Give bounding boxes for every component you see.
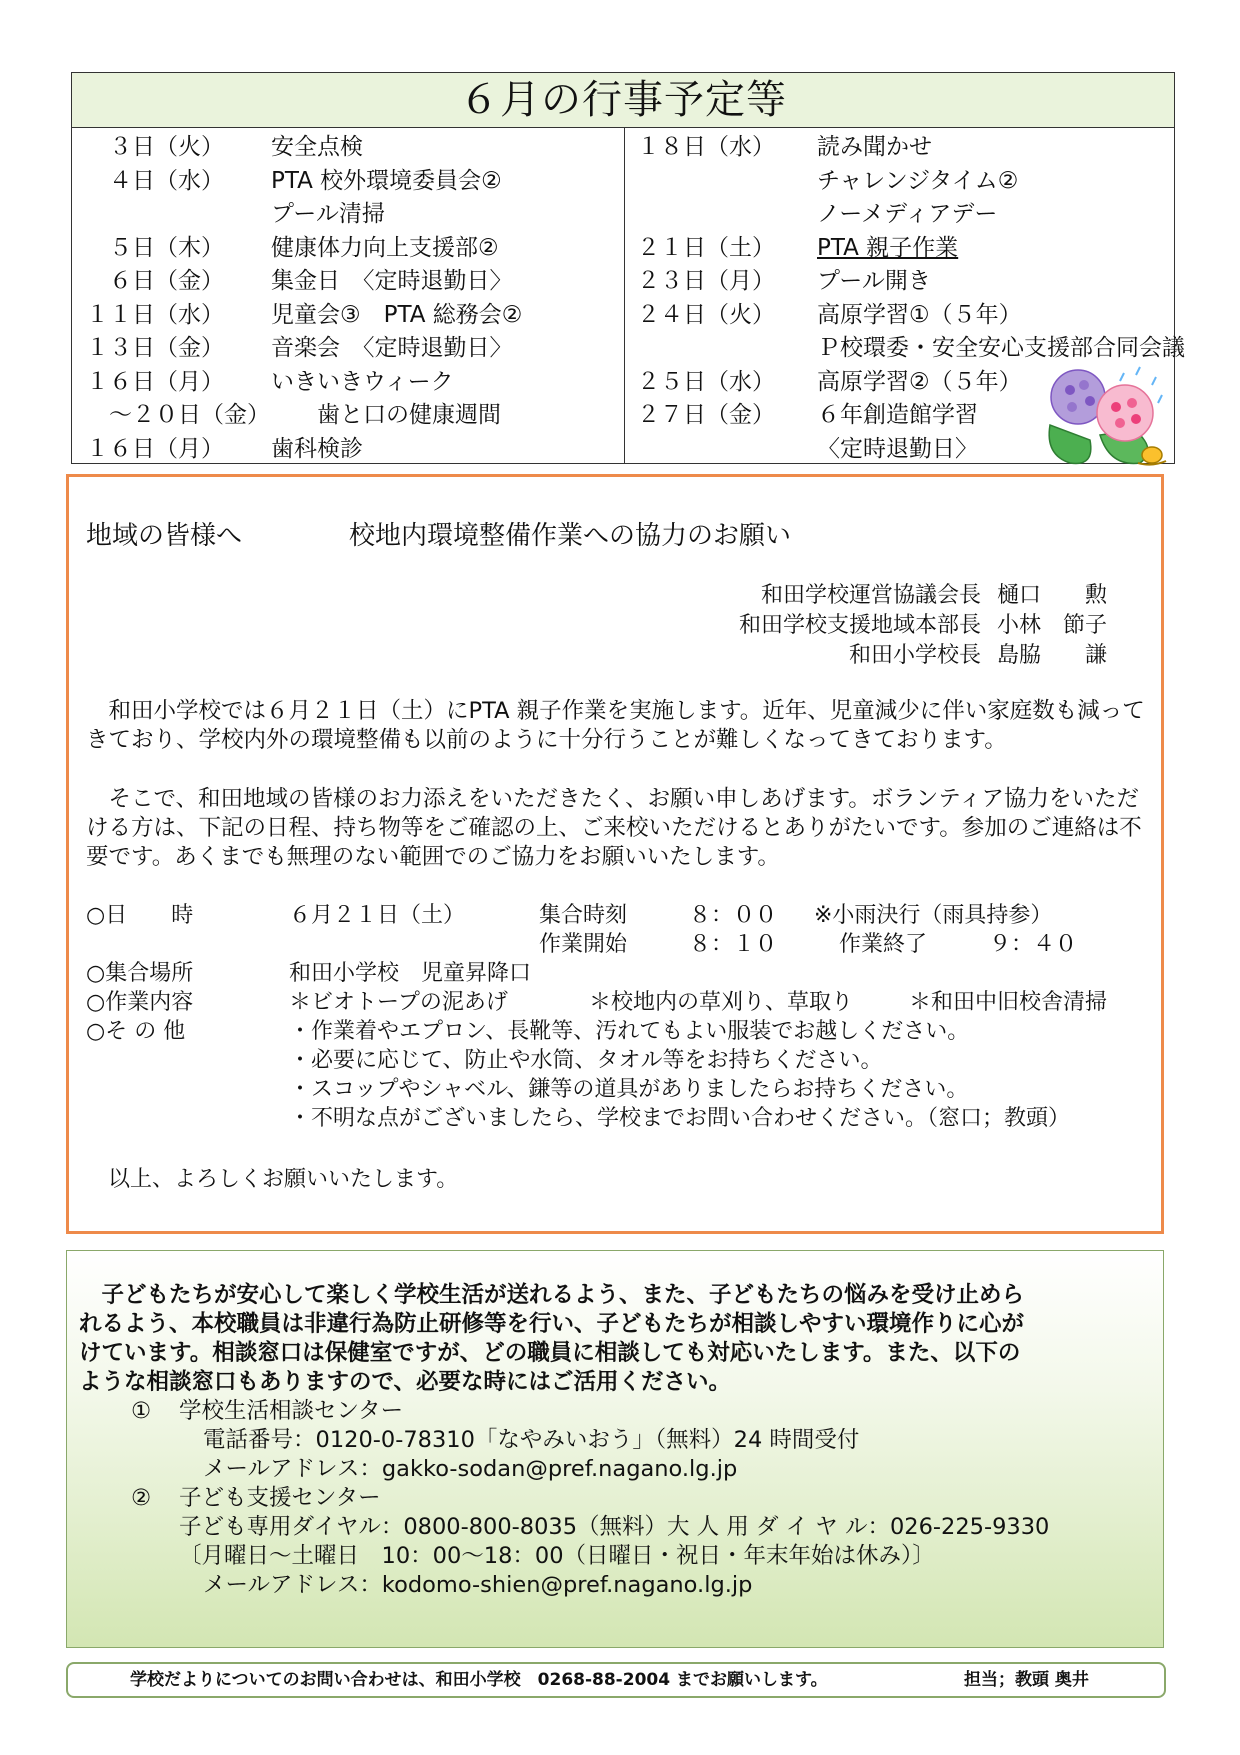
other-label: ○そ の 他 (86, 1019, 186, 1044)
event-date: ６月２１日（土） (289, 903, 466, 928)
gather-label: 集合時刻 (539, 903, 628, 928)
schedule-event: 健康体力向上支援部② (271, 234, 499, 261)
other-item: ・スコップやシャベル、鎌等の道具がありましたらお持ちください。 (289, 1077, 969, 1102)
center1-name: 学校生活相談センター (179, 1398, 404, 1424)
notice-closing: 以上、よろしくお願いいたします。 (86, 1167, 459, 1192)
schedule-event: いきいきウィーク (271, 368, 454, 395)
schedule-event: プール開き (817, 268, 931, 294)
end-time: ９：４０ (989, 932, 1078, 957)
schedule-event: Ｐ校環委・安全安心支援部合同会議 (817, 335, 1185, 361)
center2-name: 子ども支援センター (179, 1485, 381, 1511)
schedule-row (86, 399, 616, 433)
end-label: 作業終了 (839, 932, 928, 957)
start-label: 作業開始 (539, 932, 628, 957)
schedule-event: ６年創造館学習 (817, 402, 978, 428)
schedule-event: 児童会③ PTA 総務会② (271, 301, 523, 328)
hydrangea-snail-illustration (1040, 355, 1170, 470)
datetime-label: ○日 時 (86, 903, 194, 928)
schedule-left-column (86, 131, 616, 466)
schedule-date: ２５日（水） (637, 368, 775, 395)
schedule-row (637, 299, 1167, 333)
signatory-role: 和田小学校長 (848, 643, 981, 668)
work-label: ○作業内容 (86, 990, 194, 1015)
signatory-roles (739, 581, 981, 671)
schedule-title: ６月の行事予定等 (72, 73, 1174, 128)
schedule-date: ２４日（火） (637, 301, 775, 328)
schedule-row (86, 265, 616, 299)
notice-title: 校地内環境整備作業への協力のお願い (349, 521, 792, 551)
center2-mail: メールアドレス：kodomo-shien@pref.nagano.lg.jp (203, 1572, 753, 1598)
schedule-row (637, 265, 1167, 299)
schedule-date: ３日（火） (86, 134, 224, 160)
schedule-row (86, 198, 616, 232)
signatory-role: 和田学校支援地域本部長 (738, 613, 981, 638)
consultation-box (66, 1250, 1164, 1648)
center1-number: ① (131, 1398, 152, 1424)
schedule-date: ～２０日（金） (86, 402, 270, 428)
consult-intro-line: 子どもたちが安心して楽しく学校生活が送れるよう、また、子どもたちの悩みを受け止めら (79, 1282, 1025, 1308)
notice-paragraph: そこで、和田地域の皆様のお力添えをいただきたく、お願い申しあげます。ボランティア協力をいただける方は、下記の日程、持ち物等をご確認の上、ご来校いただけるとありがたいです。参加のご連絡は不要です。あくまでも無理のない範囲でのご協力をお願いいたします。 (86, 786, 1142, 870)
work-item: ＊和田中旧校舎清掃 (909, 990, 1108, 1015)
schedule-date: １３日（金） (86, 335, 224, 361)
center2-number: ② (131, 1485, 152, 1511)
consult-intro-line: けています。相談窓口は保健室ですが、どの職員に相談しても対応いたします。また、以下の (79, 1340, 1021, 1366)
schedule-event: PTA 親子作業 (817, 234, 959, 261)
other-item: ・必要に応じて、防止や水筒、タオル等をお持ちください。 (289, 1048, 883, 1073)
schedule-row (86, 299, 616, 333)
other-item: ・不明な点がございましたら、学校までお問い合わせください。（窓口；教頭） (289, 1106, 1071, 1131)
schedule-event: 歯と口の健康週間 (271, 402, 501, 428)
schedule-event: 〈定時退勤日〉 (817, 435, 978, 462)
consult-intro-line: ような相談窓口もありますので、必要な時にはご活用ください。 (79, 1369, 732, 1395)
center1-phone: 電話番号：0120-0-78310「なやみいおう」（無料）24 時間受付 (203, 1427, 860, 1453)
gather-place: 和田小学校 児童昇降口 (289, 961, 532, 986)
center2-hours: 〔月曜日～土曜日 10：00～18：00（日曜日・祝日・年末年始は休み）〕 (179, 1543, 935, 1569)
other-item: ・作業着やエプロン、長靴等、汚れてもよい服装でお越しください。 (289, 1019, 970, 1044)
signatory-role: 和田学校運営協議会長 (760, 583, 981, 608)
schedule-date: ５日（木） (86, 234, 224, 261)
schedule-event: 読み聞かせ (817, 134, 932, 160)
schedule-table (71, 72, 1185, 464)
volunteer-notice-box (66, 474, 1164, 1234)
signatory-name: 樋口 勲 (997, 583, 1108, 608)
footer-text: 学校だよりについてのお問い合わせは、和田小学校 0268-88-2004 までお願いします。 (130, 1670, 828, 1690)
schedule-event: 高原学習①（５年） (817, 301, 1022, 328)
schedule-event: 音楽会 〈定時退勤日〉 (271, 335, 513, 361)
schedule-row (86, 366, 616, 400)
schedule-row (86, 332, 616, 366)
schedule-row (86, 131, 616, 165)
footer-contact-box (66, 1662, 1166, 1698)
work-item: ＊ビオトープの泥あげ (289, 990, 508, 1015)
schedule-row (86, 433, 616, 467)
schedule-date: ４日（水） (86, 167, 224, 194)
gather-time: ８：００ (689, 903, 778, 928)
schedule-row (86, 165, 616, 199)
schedule-date: １１日（水） (86, 301, 224, 328)
notice-recipient: 地域の皆様へ (86, 521, 243, 551)
schedule-date: １６日（月） (86, 435, 224, 462)
schedule-event: ノーメディアデー (817, 201, 998, 227)
schedule-date: ２７日（金） (637, 402, 775, 428)
start-time: ８：１０ (689, 932, 778, 957)
schedule-row (637, 198, 1167, 232)
signatory-name: 小林 節子 (997, 613, 1108, 638)
schedule-date: １８日（水） (637, 134, 775, 160)
consult-intro-line: れるよう、本校職員は非違行為防止研修等を行い、子どもたちが相談しやすい環境作りに心が (79, 1311, 1025, 1337)
schedule-row (637, 232, 1167, 266)
schedule-divider (624, 128, 625, 463)
schedule-event: 集金日 〈定時退勤日〉 (271, 268, 513, 294)
schedule-event: チャレンジタイム② (817, 167, 1019, 194)
signatory-name: 島脇 謙 (997, 643, 1108, 668)
schedule-row (86, 232, 616, 266)
schedule-event: 高原学習②（５年） (817, 368, 1022, 395)
schedule-date: １６日（月） (86, 368, 224, 395)
schedule-row (637, 165, 1167, 199)
center1-mail: メールアドレス：gakko-sodan@pref.nagano.lg.jp (203, 1456, 738, 1482)
work-item: ＊校地内の草刈り、草取り (589, 990, 854, 1015)
schedule-event: 安全点検 (271, 134, 363, 160)
schedule-date: ２１日（土） (637, 234, 775, 261)
footer-contact: 担当；教頭 奥井 (964, 1670, 1089, 1690)
rain-note: ※小雨決行（雨具持参） (814, 903, 1053, 928)
notice-paragraph: 和田小学校では６月２１日（土）にPTA 親子作業を実施します。近年、児童減少に伴い家庭数も減ってきており、学校内外の環境整備も以前のように十分行うことが難しくなってきております。 (86, 698, 1145, 753)
schedule-event: プール清掃 (271, 201, 385, 227)
schedule-event: 歯科検診 (271, 435, 363, 462)
schedule-event: PTA 校外環境委員会② (271, 167, 502, 194)
center2-phone: 子ども専用ダイヤル：0800-800-8035（無料）大 人 用 ダ イ ヤ ル：026-225-9330 (179, 1514, 1050, 1540)
signatory-names (997, 581, 1107, 671)
schedule-date: ６日（金） (86, 268, 224, 294)
place-label: ○集合場所 (86, 961, 194, 986)
schedule-date: ２３日（月） (637, 268, 775, 294)
schedule-row (637, 131, 1167, 165)
